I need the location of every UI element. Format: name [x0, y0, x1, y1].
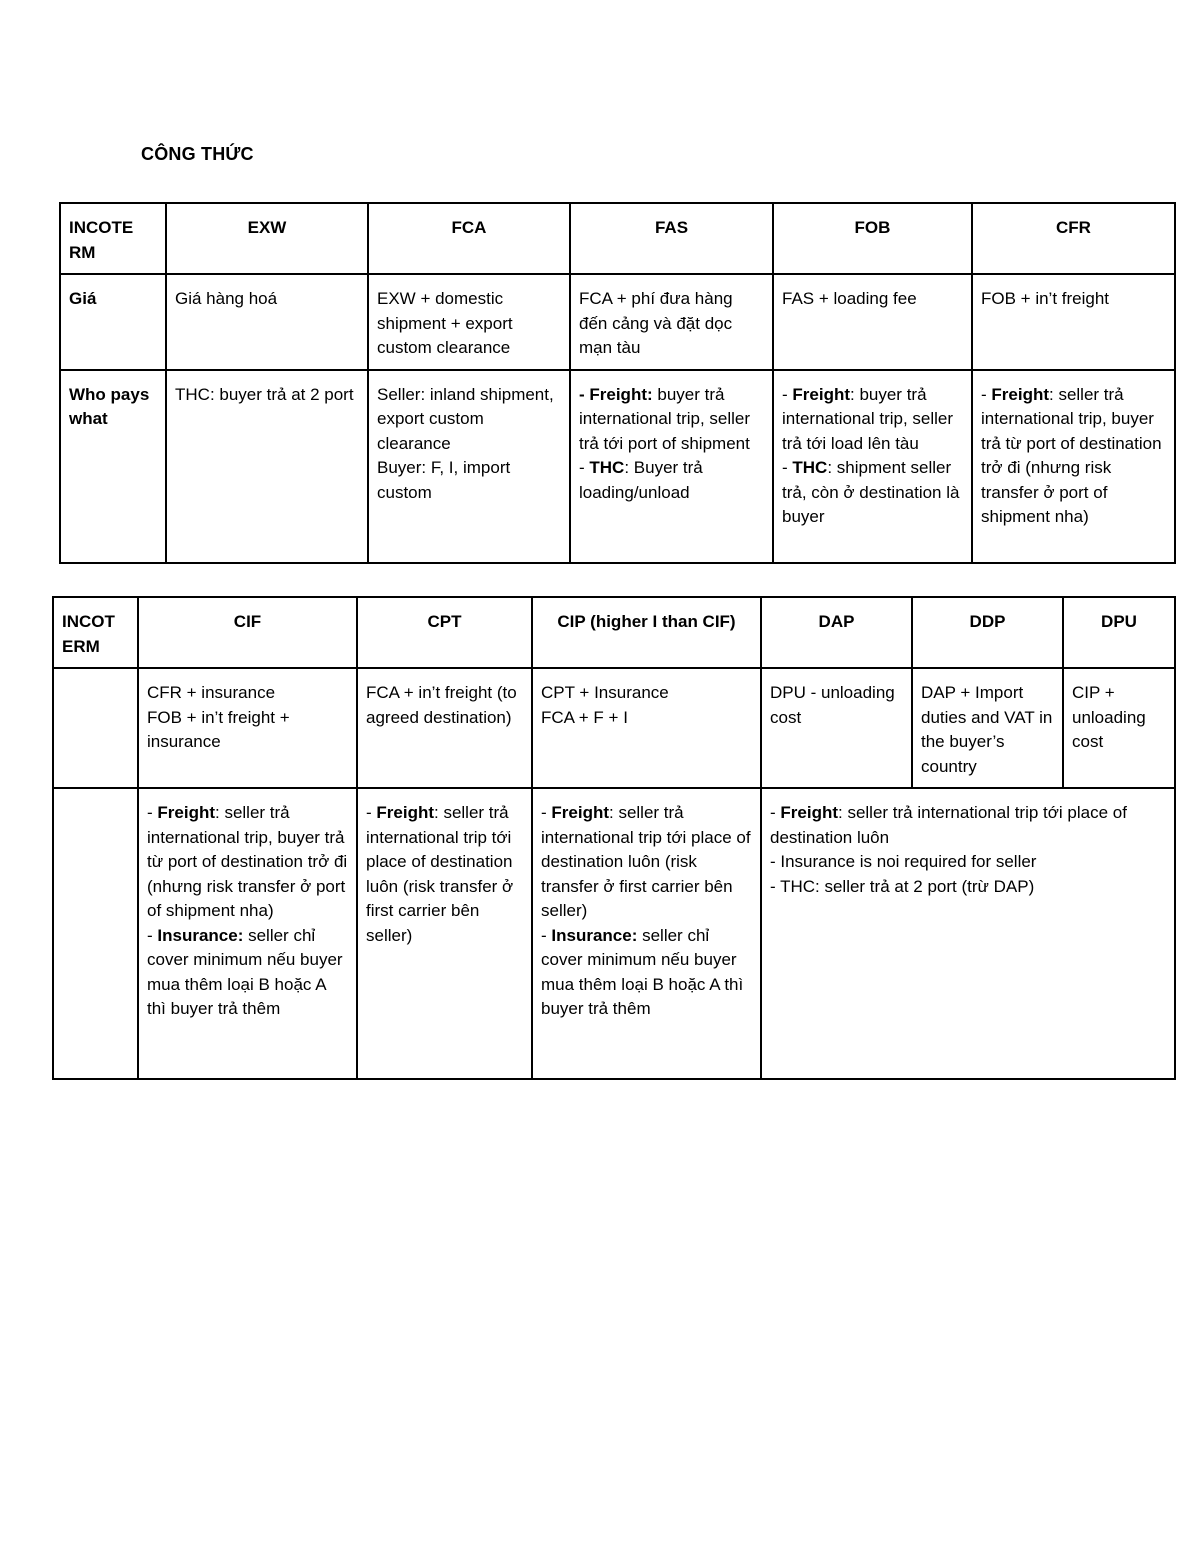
cip-ins-key: Insurance: [551, 925, 638, 945]
who-cell-cif [138, 788, 357, 1079]
cip-price-line-1: CPT + Insurance [541, 683, 669, 702]
header-cell-cpt: CPT [357, 597, 532, 668]
fas-freight-line [579, 383, 764, 457]
fas-thc-line [579, 456, 764, 505]
table-row [60, 203, 1175, 274]
who-cell-cfr [972, 370, 1175, 563]
d-group-freight-prefix: - [770, 803, 781, 822]
d-group-insurance-line: - Insurance is noi required for seller [770, 852, 1037, 871]
fob-freight-text: : buyer trả international trip, seller trả tới load lên tàu [782, 384, 954, 453]
fob-freight-prefix: - [782, 384, 793, 404]
cpt-price-line-1: FCA + in’t freight (to agreed destination) [366, 683, 517, 727]
cpt-freight-prefix: - [366, 803, 377, 822]
fas-thc-text: : Buyer trả loading/unload [579, 458, 703, 502]
header-cell-exw: EXW [166, 203, 368, 274]
fob-freight-line [782, 383, 963, 457]
fas-thc-key: THC [589, 458, 625, 477]
row-label-price: Giá [60, 274, 166, 370]
cpt-freight-key: Freight [376, 803, 434, 822]
header-cell-fca: FCA [368, 203, 570, 274]
cip-freight-prefix: - [541, 803, 552, 822]
incoterms-table-2 [52, 596, 1176, 1080]
fob-thc-text: : shipment seller trả, còn ở destination là buyer [782, 458, 960, 526]
price-cell-exw: Giá hàng hoá [166, 274, 368, 370]
who-cell-fob [773, 370, 972, 563]
price-cell-dap: DPU - unloading cost [761, 668, 912, 788]
price-cell-cfr: FOB + in’t freight [972, 274, 1175, 370]
fob-thc-prefix: - [782, 458, 793, 477]
header-cell-incoterm: INCOT ERM [53, 597, 138, 668]
cif-ins-text: seller chỉ cover minimum nếu buyer mua thêm loại B hoặc A thì buyer trả thêm [147, 925, 343, 1018]
who-cell-fas [570, 370, 773, 563]
cfr-freight-prefix: - [981, 384, 992, 404]
who-cell-fca [368, 370, 570, 563]
cif-insurance-line [147, 924, 348, 1022]
cpt-freight-line [366, 801, 523, 948]
cip-price-line-2: FCA + F + I [541, 707, 628, 727]
fas-freight-key: - Freight: [579, 384, 653, 404]
table-row [60, 274, 1175, 370]
cfr-freight-text: : seller trả international trip, buyer trả từ port of destination trở đi (nhưng risk transfer ở port of shipment nha) [981, 384, 1162, 526]
cif-freight-key: Freight [157, 803, 215, 822]
fob-thc-key: THC [792, 458, 828, 477]
cpt-freight-text: : seller trả international trip tới place of destination luôn (risk transfer ở first carrier bên seller) [366, 803, 514, 945]
price-cell-dpu: CIP + unloading cost [1063, 668, 1175, 788]
cip-ins-prefix: - [541, 925, 552, 945]
cip-freight-line [541, 801, 752, 924]
header-cell-fob: FOB [773, 203, 972, 274]
table-row [53, 597, 1175, 668]
page-title: CÔNG THỨC [141, 144, 254, 164]
table-row [53, 668, 1175, 788]
header-cell-cif: CIF [138, 597, 357, 668]
header-cell-cfr: CFR [972, 203, 1175, 274]
row-label-who-pays: Who pays what [60, 370, 166, 563]
cif-ins-prefix: - [147, 925, 158, 945]
header-cell-dpu: DPU [1063, 597, 1175, 668]
fob-thc-line [782, 456, 963, 530]
incoterms-table-1 [59, 202, 1176, 564]
price-cell-fas: FCA + phí đưa hàng đến cảng và đặt dọc mạn tàu [570, 274, 773, 370]
header-cell-fas: FAS [570, 203, 773, 274]
cif-price-line-2: FOB + in’t freight + insurance [147, 707, 290, 751]
who-cell-cip [532, 788, 761, 1079]
fas-freight-text: buyer trả international trip, seller trả tới port of shipment [579, 384, 751, 453]
cfr-freight-key: Freight [991, 384, 1049, 404]
fca-seller-line: Seller: inland shipment, export custom clearance [377, 384, 554, 453]
price-cell-cif [138, 668, 357, 788]
fob-freight-key: Freight [792, 384, 850, 404]
header-cell-incoterm: INCOTE RM [60, 203, 166, 274]
cip-ins-text: seller chỉ cover minimum nếu buyer mua thêm loại B hoặc A thì buyer trả thêm [541, 925, 744, 1018]
cip-freight-key: Freight [551, 803, 609, 822]
who-cell-exw: THC: buyer trả at 2 port [166, 370, 368, 563]
cfr-freight-line [981, 383, 1166, 530]
price-cell-ddp: DAP + Import duties and VAT in the buyer’s country [912, 668, 1063, 788]
table-row [53, 788, 1175, 1079]
who-cell-cpt [357, 788, 532, 1079]
cif-freight-line [147, 801, 348, 924]
price-cell-cpt [357, 668, 532, 788]
cif-price-line-1: CFR + insurance [147, 683, 276, 702]
header-cell-dap: DAP [761, 597, 912, 668]
d-group-thc-line: - THC: seller trả at 2 port (trừ DAP) [770, 876, 1035, 896]
header-cell-ddp: DDP [912, 597, 1063, 668]
cif-freight-prefix: - [147, 803, 158, 822]
header-cell-cip: CIP (higher I than CIF) [532, 597, 761, 668]
fas-thc-prefix: - [579, 458, 590, 477]
row-label-empty [53, 788, 138, 1079]
cif-ins-key: Insurance: [157, 925, 244, 945]
d-group-freight-line [770, 801, 1166, 850]
fca-buyer-line: Buyer: F, I, import custom [377, 458, 511, 502]
price-cell-fob: FAS + loading fee [773, 274, 972, 370]
who-cell-d-group [761, 788, 1175, 1079]
row-label-empty [53, 668, 138, 788]
d-group-freight-key: Freight [780, 803, 838, 822]
price-cell-cip [532, 668, 761, 788]
d-group-freight-text: : seller trả international trip tới place of destination luôn [770, 803, 1127, 847]
cip-freight-text: : seller trả international trip tới place of destination luôn (risk transfer ở first carrier bên seller) [541, 803, 751, 920]
cif-freight-text: : seller trả international trip, buyer trả từ port of destination trở đi (nhưng risk transfer ở port of shipment nha) [147, 803, 348, 920]
table-row [60, 370, 1175, 563]
price-cell-fca: EXW + domestic shipment + export custom clearance [368, 274, 570, 370]
cip-insurance-line [541, 924, 752, 1022]
